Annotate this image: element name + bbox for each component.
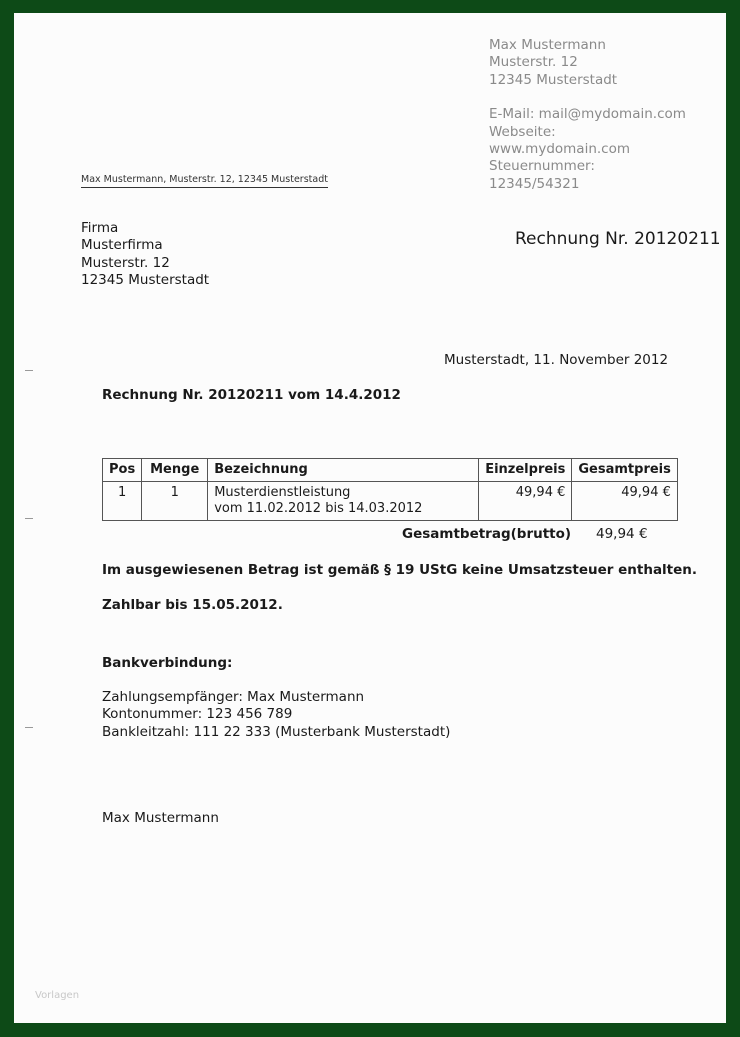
total-label: Gesamtbetrag(brutto) bbox=[402, 526, 572, 542]
subject-line: Rechnung Nr. 20120211 vom 14.4.2012 bbox=[102, 387, 401, 403]
sender-tax-label: Steuernummer: bbox=[489, 158, 595, 175]
sender-city: 12345 Musterstadt bbox=[489, 71, 618, 88]
bank-recipient: Zahlungsempfänger: Max Mustermann bbox=[102, 689, 365, 705]
fold-mark-bottom bbox=[25, 727, 33, 728]
table-row bbox=[103, 482, 678, 521]
cell-pos: 1 bbox=[103, 482, 142, 521]
col-header-gesamtpreis: Gesamtpreis bbox=[572, 459, 678, 482]
col-header-einzelpreis: Einzelpreis bbox=[479, 459, 572, 482]
col-header-menge: Menge bbox=[142, 459, 208, 482]
cell-bezeichnung bbox=[208, 482, 479, 521]
sender-website-label: Webseite: bbox=[489, 123, 556, 140]
cell-menge: 1 bbox=[142, 482, 208, 521]
sender-block bbox=[489, 37, 686, 193]
date-line: Musterstadt, 11. November 2012 bbox=[444, 352, 669, 368]
invoice-heading: Rechnung Nr. 20120211 bbox=[515, 229, 721, 249]
cell-gesamtpreis: 49,94 € bbox=[572, 482, 678, 521]
invoice-items-table bbox=[102, 458, 678, 521]
table-header-row bbox=[103, 459, 678, 482]
bank-account: Kontonummer: 123 456 789 bbox=[102, 706, 293, 723]
signature: Max Mustermann bbox=[102, 810, 219, 826]
col-header-pos: Pos bbox=[103, 459, 142, 482]
tax-note: Im ausgewiesenen Betrag ist gemäß § 19 UStG keine Umsatzsteuer enthalten. bbox=[102, 562, 698, 578]
watermark: Vorlagen bbox=[35, 990, 80, 1001]
sender-email: E-Mail: mail@mydomain.com bbox=[489, 106, 686, 123]
col-header-bezeichnung: Bezeichnung bbox=[208, 459, 479, 482]
sender-website: www.mydomain.com bbox=[489, 141, 630, 158]
recipient-line-4: 12345 Musterstadt bbox=[81, 272, 210, 289]
recipient-line-3: Musterstr. 12 bbox=[81, 254, 170, 271]
recipient-line-2: Musterfirma bbox=[81, 237, 163, 254]
fold-mark-top bbox=[25, 370, 33, 371]
bank-details bbox=[102, 689, 450, 741]
sender-name: Max Mustermann bbox=[489, 37, 606, 53]
sender-tax-number: 12345/54321 bbox=[489, 175, 580, 192]
return-address-line: Max Mustermann, Musterstr. 12, 12345 Musterstadt bbox=[81, 174, 328, 188]
payable-note: Zahlbar bis 15.05.2012. bbox=[102, 597, 283, 613]
letter-page bbox=[14, 13, 726, 1023]
cell-einzelpreis: 49,94 € bbox=[479, 482, 572, 521]
sender-street: Musterstr. 12 bbox=[489, 54, 578, 71]
bank-title: Bankverbindung: bbox=[102, 655, 233, 671]
punch-mark bbox=[25, 518, 33, 519]
bank-code: Bankleitzahl: 111 22 333 (Musterbank Musterstadt) bbox=[102, 723, 451, 740]
total-value: 49,94 € bbox=[596, 526, 648, 542]
cell-bezeichnung-period: vom 11.02.2012 bis 14.03.2012 bbox=[214, 501, 423, 516]
cell-bezeichnung-title: Musterdienstleistung bbox=[214, 485, 351, 500]
recipient-line-1: Firma bbox=[81, 220, 119, 236]
recipient-address bbox=[81, 220, 209, 290]
